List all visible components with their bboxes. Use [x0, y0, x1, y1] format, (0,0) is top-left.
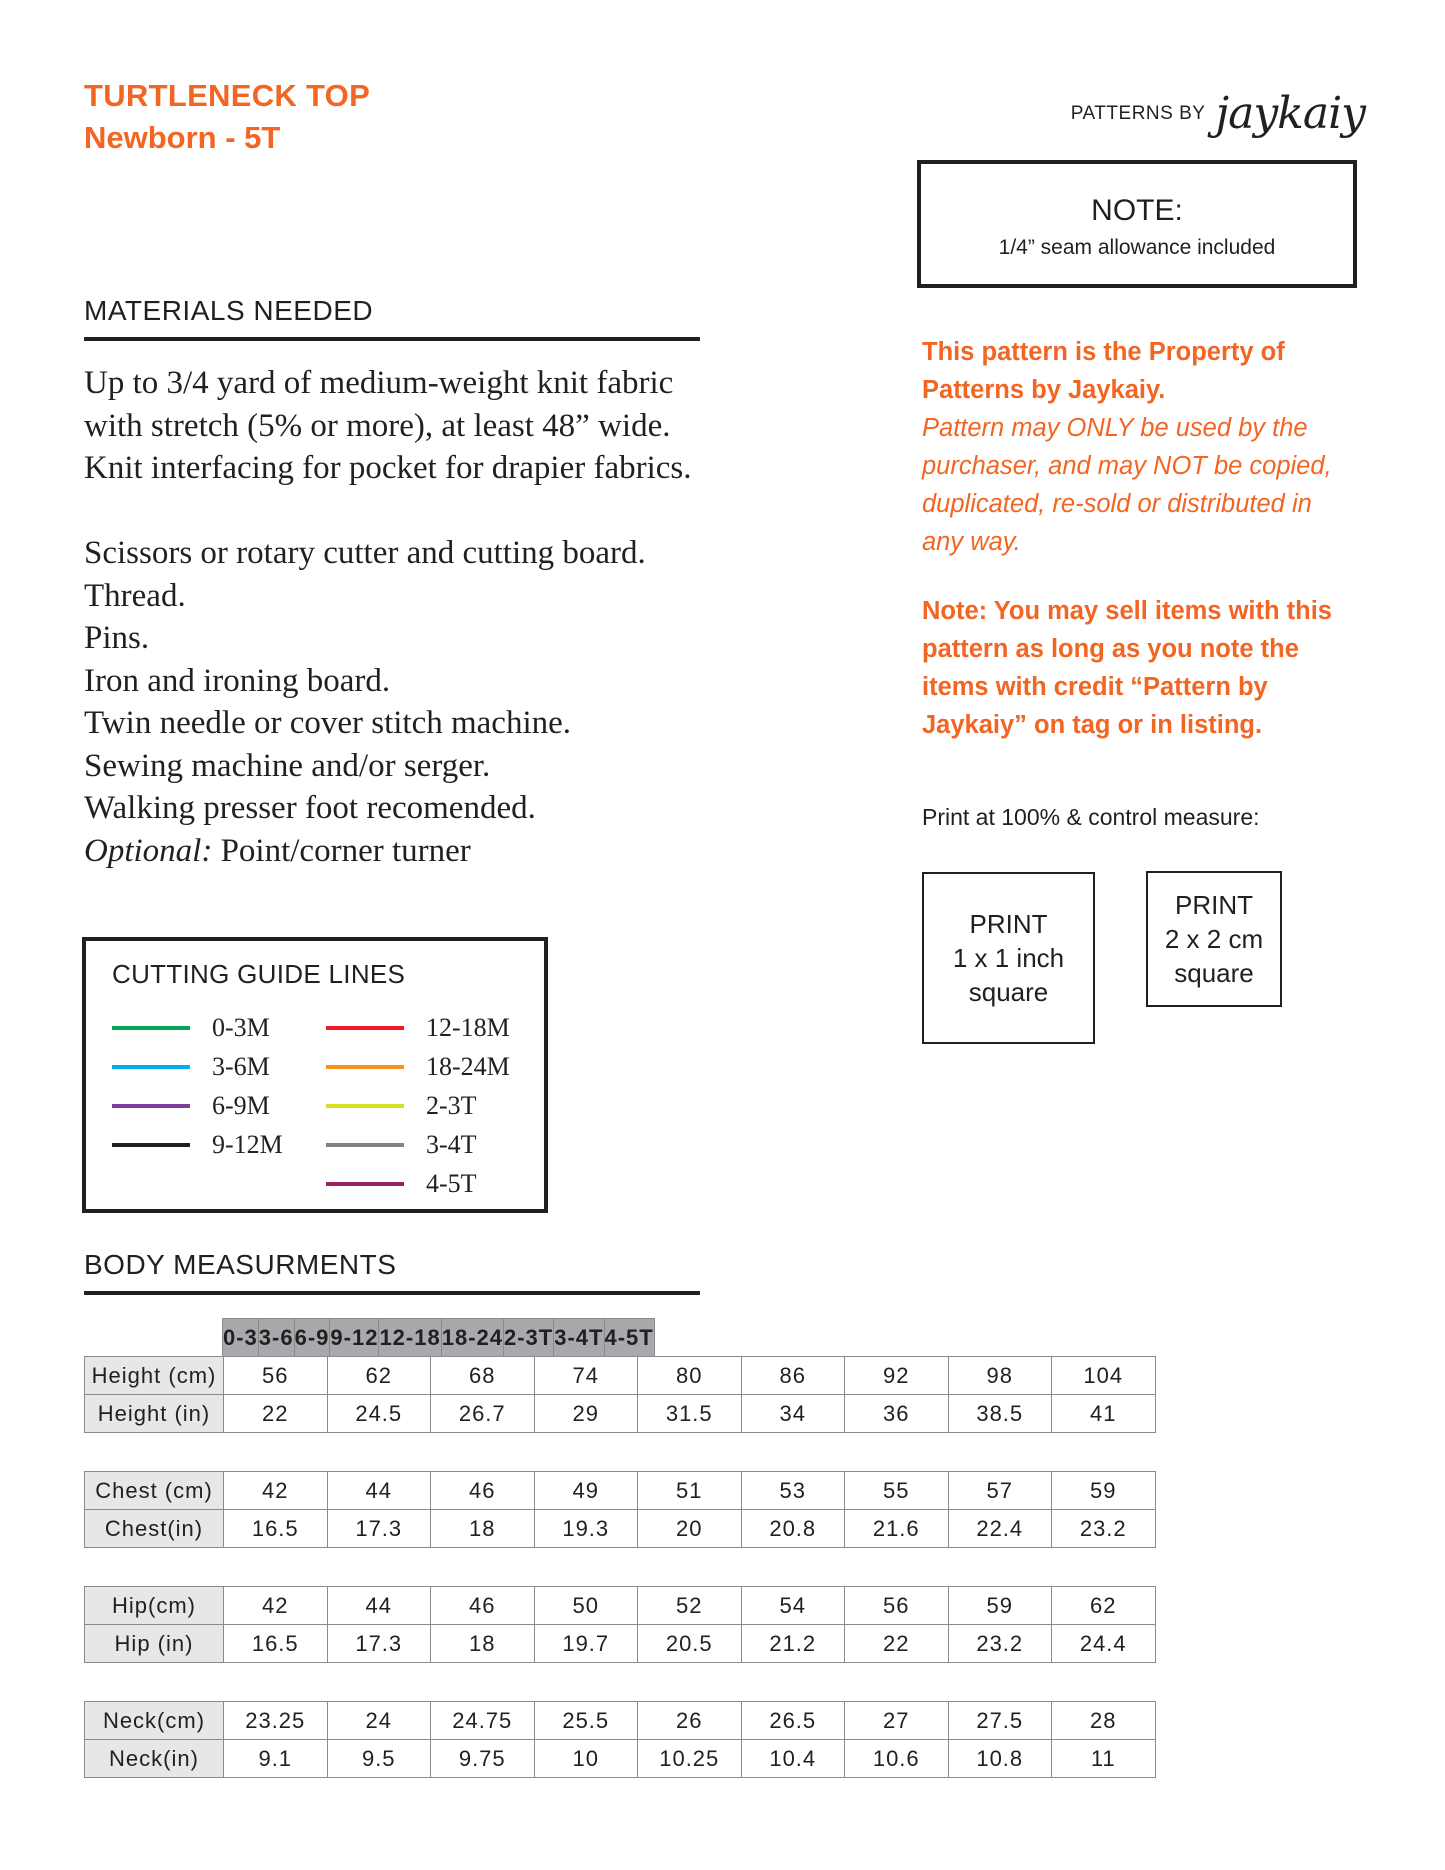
optional-text: Point/corner turner	[212, 832, 471, 869]
cutting-guide-legend	[82, 937, 548, 1213]
usage-line: Pattern may ONLY be used by the	[922, 414, 1308, 442]
copyright-line: This pattern is the Property of	[922, 338, 1285, 366]
measurement-cell: 56	[224, 1357, 328, 1395]
guide-title: CUTTING GUIDE LINES	[112, 959, 406, 989]
materials-optional	[84, 830, 692, 873]
measurement-cell: 26.5	[741, 1702, 845, 1740]
legend-swatch	[326, 1143, 404, 1147]
row-label: Chest(in)	[85, 1510, 224, 1548]
inch-box-line: 1 x 1 inch	[952, 943, 1065, 973]
size-header: 12-18	[379, 1319, 441, 1357]
measurement-cell: 16.5	[224, 1510, 328, 1548]
measurement-cell: 31.5	[638, 1395, 742, 1433]
measurement-cell: 55	[845, 1472, 949, 1510]
measurement-cell: 36	[845, 1395, 949, 1433]
legend-swatch	[112, 1026, 190, 1030]
measurement-cell: 46	[431, 1587, 535, 1625]
measurement-cell: 54	[741, 1587, 845, 1625]
measurement-cell: 62	[327, 1357, 431, 1395]
legend-swatch	[326, 1104, 404, 1108]
measurement-cell: 26.7	[431, 1395, 535, 1433]
materials-line: Knit interfacing for pocket for drapier fabrics.	[84, 450, 692, 486]
legend-item	[112, 1013, 270, 1043]
measurement-cell: 38.5	[948, 1395, 1052, 1433]
cm-test-square	[1146, 871, 1282, 1007]
table-row	[85, 1625, 1156, 1663]
measurement-cell: 21.2	[741, 1625, 845, 1663]
legend-swatch	[326, 1182, 404, 1186]
table-row	[85, 1357, 1156, 1395]
materials-line: Pins.	[84, 620, 150, 656]
measurement-cell: 42	[224, 1472, 328, 1510]
size-header: 3-6	[258, 1319, 294, 1357]
measurement-cell: 22	[224, 1395, 328, 1433]
measurement-cell: 46	[431, 1472, 535, 1510]
sell-note-line: pattern as long as you note the	[922, 635, 1299, 663]
measurement-cell: 49	[534, 1472, 638, 1510]
measurement-cell: 17.3	[327, 1510, 431, 1548]
legend-label: 4-5T	[426, 1169, 477, 1198]
legend-swatch	[326, 1026, 404, 1030]
table-row	[85, 1395, 1156, 1433]
legend-swatch	[112, 1065, 190, 1069]
measurement-cell: 19.7	[534, 1625, 638, 1663]
measurement-cell: 44	[327, 1587, 431, 1625]
cm-box-line: PRINT	[1175, 890, 1253, 920]
legend-item	[326, 1091, 477, 1121]
sell-note-line: items with credit “Pattern by	[922, 673, 1268, 701]
copyright-line: Patterns by Jaykaiy.	[922, 376, 1166, 404]
measurement-cell: 25.5	[534, 1702, 638, 1740]
inch-test-square	[922, 872, 1095, 1044]
brand-logo: jaykaiy	[1215, 88, 1365, 139]
measurement-cell: 27	[845, 1702, 949, 1740]
measurement-cell: 11	[1052, 1740, 1156, 1778]
size-header: 6-9	[294, 1319, 330, 1357]
note-text: 1/4” seam allowance included	[998, 236, 1276, 259]
measurement-cell: 26	[638, 1702, 742, 1740]
cm-box-line: square	[1174, 958, 1254, 988]
measurement-cell: 52	[638, 1587, 742, 1625]
measurement-cell: 24	[327, 1702, 431, 1740]
row-label: Chest (cm)	[85, 1472, 224, 1510]
size-header-table	[84, 1318, 655, 1357]
measurement-cell: 28	[1052, 1702, 1156, 1740]
legend-label: 3-4T	[426, 1130, 477, 1159]
measurement-cell: 19.3	[534, 1510, 638, 1548]
brand	[1070, 88, 1365, 139]
measurement-cell: 16.5	[224, 1625, 328, 1663]
measurement-cell: 10	[534, 1740, 638, 1778]
row-label: Height (cm)	[85, 1357, 224, 1395]
measurement-cell: 24.5	[327, 1395, 431, 1433]
measurement-cell: 59	[948, 1587, 1052, 1625]
materials-heading: MATERIALS NEEDED	[84, 295, 700, 341]
legend-swatch	[326, 1065, 404, 1069]
size-header: 2-3T	[504, 1319, 554, 1357]
legend-label: 12-18M	[426, 1013, 510, 1042]
legend-item	[112, 1091, 270, 1121]
measurement-cell: 56	[845, 1587, 949, 1625]
measurement-cell: 42	[224, 1587, 328, 1625]
measurement-table	[84, 1586, 1156, 1663]
materials-line: Up to 3/4 yard of medium-weight knit fabric	[84, 365, 674, 401]
measurement-cell: 92	[845, 1357, 949, 1395]
legend-item	[112, 1052, 270, 1082]
measurement-cell: 23.2	[1052, 1510, 1156, 1548]
measurement-table	[84, 1471, 1156, 1548]
measurement-cell: 50	[534, 1587, 638, 1625]
measurement-cell: 104	[1052, 1357, 1156, 1395]
measurement-table	[84, 1701, 1156, 1778]
measurement-cell: 17.3	[327, 1625, 431, 1663]
copyright-notice	[922, 333, 1392, 561]
materials-list	[84, 362, 692, 872]
brand-label: PATTERNS BY	[1070, 103, 1206, 124]
legend-label: 0-3M	[212, 1013, 270, 1042]
materials-line: Walking presser foot recomended.	[84, 790, 536, 826]
materials-line: Scissors or rotary cutter and cutting board.	[84, 535, 646, 571]
size-range: Newborn - 5T	[84, 120, 281, 155]
size-header: 0-3	[223, 1319, 259, 1357]
inch-box-line: square	[968, 977, 1049, 1007]
materials-line: Thread.	[84, 577, 186, 614]
legend-swatch	[112, 1143, 190, 1147]
legend-label: 9-12M	[212, 1130, 283, 1159]
legend-item	[112, 1130, 283, 1160]
measurement-cell: 10.8	[948, 1740, 1052, 1778]
measurement-cell: 59	[1052, 1472, 1156, 1510]
table-row	[85, 1472, 1156, 1510]
legend-item	[326, 1169, 477, 1199]
table-row	[85, 1587, 1156, 1625]
measurement-cell: 74	[534, 1357, 638, 1395]
measurement-cell: 29	[534, 1395, 638, 1433]
optional-label: Optional:	[84, 832, 213, 869]
usage-line: any way.	[922, 528, 1021, 556]
measurement-cell: 80	[638, 1357, 742, 1395]
measurement-cell: 34	[741, 1395, 845, 1433]
legend-swatch	[112, 1104, 190, 1108]
materials-line: Iron and ironing board.	[84, 662, 391, 699]
size-header: 9-12	[330, 1319, 379, 1357]
table-row	[85, 1740, 1156, 1778]
measurement-cell: 68	[431, 1357, 535, 1395]
legend-label: 18-24M	[426, 1052, 510, 1081]
usage-line: duplicated, re-sold or distributed in	[922, 490, 1312, 518]
measurement-cell: 20.5	[638, 1625, 742, 1663]
seam-note-box	[917, 160, 1357, 288]
row-label: Neck(in)	[85, 1740, 224, 1778]
measurement-cell: 22.4	[948, 1510, 1052, 1548]
measurement-cell: 20.8	[741, 1510, 845, 1548]
measurement-cell: 44	[327, 1472, 431, 1510]
measurement-cell: 98	[948, 1357, 1052, 1395]
measurement-cell: 20	[638, 1510, 742, 1548]
measurement-cell: 62	[1052, 1587, 1156, 1625]
page-title: TURTLENECK TOP	[84, 78, 371, 113]
measurement-cell: 86	[741, 1357, 845, 1395]
print-instruction: Print at 100% & control measure:	[922, 804, 1260, 830]
legend-item	[326, 1052, 510, 1082]
measurement-cell: 21.6	[845, 1510, 949, 1548]
measurement-table	[84, 1356, 1156, 1433]
measurement-cell: 9.75	[431, 1740, 535, 1778]
table-row	[85, 1510, 1156, 1548]
measurement-cell: 57	[948, 1472, 1052, 1510]
row-label: Hip(cm)	[85, 1587, 224, 1625]
materials-line: Sewing machine and/or serger.	[84, 747, 491, 784]
measurement-cell: 23.2	[948, 1625, 1052, 1663]
usage-line: purchaser, and may NOT be copied,	[922, 452, 1332, 480]
measurement-cell: 24.75	[431, 1702, 535, 1740]
materials-line: with stretch (5% or more), at least 48” wide.	[84, 407, 671, 444]
row-label: Neck(cm)	[85, 1702, 224, 1740]
measurement-cell: 10.25	[638, 1740, 742, 1778]
measurement-cell: 53	[741, 1472, 845, 1510]
measurement-cell: 10.6	[845, 1740, 949, 1778]
measurement-cell: 41	[1052, 1395, 1156, 1433]
measurement-cell: 18	[431, 1510, 535, 1548]
note-title: NOTE:	[1091, 194, 1183, 227]
measurement-cell: 9.5	[327, 1740, 431, 1778]
size-header: 3-4T	[554, 1319, 604, 1357]
size-header: 4-5T	[604, 1319, 654, 1357]
measurement-cell: 24.4	[1052, 1625, 1156, 1663]
measurement-cell: 10.4	[741, 1740, 845, 1778]
measurement-cell: 51	[638, 1472, 742, 1510]
row-label: Hip (in)	[85, 1625, 224, 1663]
size-header: 18-24	[441, 1319, 503, 1357]
inch-box-line: PRINT	[969, 909, 1048, 939]
legend-item	[326, 1130, 477, 1160]
sell-note-line: Jaykaiy” on tag or in listing.	[922, 711, 1263, 739]
measurement-cell: 18	[431, 1625, 535, 1663]
legend-item	[326, 1013, 510, 1043]
sell-note-line: Note: You may sell items with this	[922, 597, 1332, 625]
legend-label: 6-9M	[212, 1091, 270, 1120]
measurement-cell: 9.1	[224, 1740, 328, 1778]
measurement-cell: 22	[845, 1625, 949, 1663]
body-measurements-heading: BODY MEASURMENTS	[84, 1249, 700, 1295]
measurement-cell: 23.25	[224, 1702, 328, 1740]
sell-note	[922, 592, 1392, 744]
legend-label: 2-3T	[426, 1091, 477, 1120]
legend-label: 3-6M	[212, 1052, 270, 1081]
cm-box-line: 2 x 2 cm	[1164, 924, 1264, 954]
materials-line: Twin needle or cover stitch machine.	[84, 705, 572, 741]
measurement-cell: 27.5	[948, 1702, 1052, 1740]
row-label: Height (in)	[85, 1395, 224, 1433]
table-row	[85, 1702, 1156, 1740]
